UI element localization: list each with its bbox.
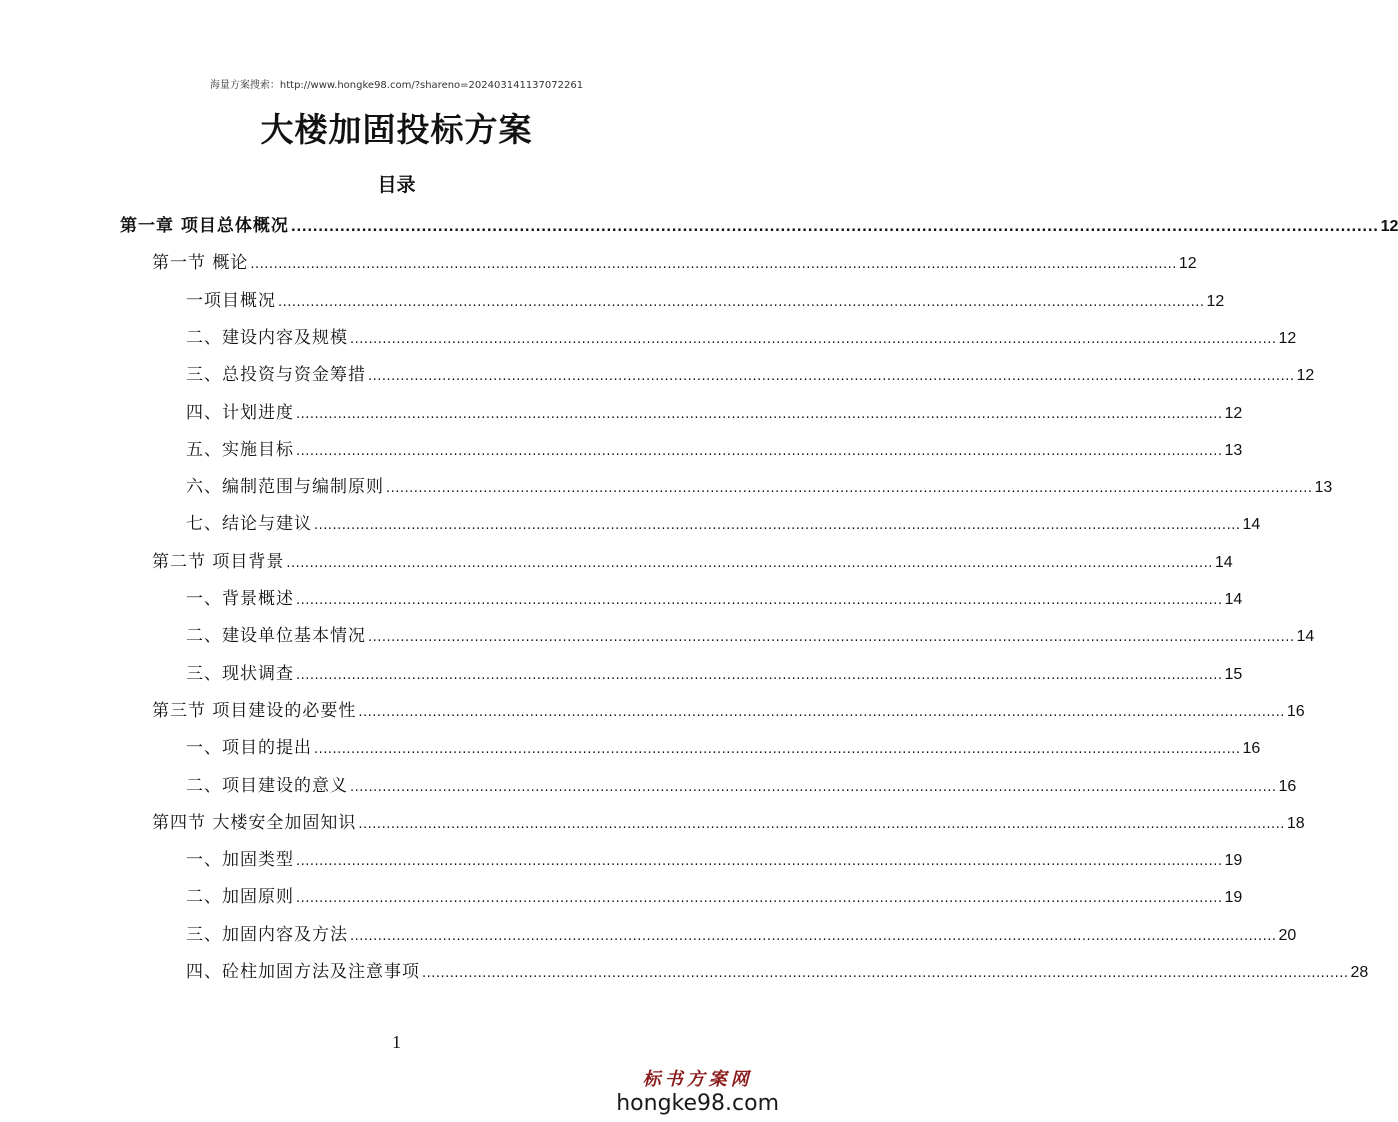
toc-entry[interactable] <box>186 621 1315 647</box>
toc-entry[interactable] <box>186 584 1243 610</box>
toc-entry-page: 12 <box>1296 367 1315 385</box>
toc-entry-page: 16 <box>1286 702 1305 720</box>
toc-entry-page: 28 <box>1350 964 1369 981</box>
toc-entry[interactable] <box>152 808 1305 834</box>
toc-entry[interactable] <box>152 248 1197 274</box>
toc-entry-label: 三、总投资与资金筹措 <box>186 365 366 386</box>
toc-entry-label: 第一章 项目总体概况 <box>120 216 289 236</box>
toc-leader-dots: ........................................................................................................................................................................................................ <box>350 928 1277 944</box>
toc-entry-page: 14 <box>1296 628 1315 646</box>
toc-entry-page: 20 <box>1278 926 1297 944</box>
toc-entry-label: 一、项目的提出 <box>186 738 312 759</box>
toc-leader-dots: ........................................................................................................................................................................................................ <box>314 518 1241 534</box>
toc-entry-label: 第四节 大楼安全加固知识 <box>152 812 357 833</box>
toc-entry-page: 14 <box>1224 591 1243 608</box>
toc-entry-label: 第三节 项目建设的必要性 <box>152 700 357 721</box>
site-watermark <box>616 1065 779 1116</box>
toc-entry[interactable] <box>152 696 1305 722</box>
toc-entry-page: 12 <box>1224 404 1243 422</box>
watermark-cn-text: 标书方案网 <box>642 1069 753 1090</box>
toc-entry[interactable] <box>186 957 1369 983</box>
toc-entry-label: 二、项目建设的意义 <box>186 775 348 796</box>
toc-entry-page: 14 <box>1242 516 1261 534</box>
toc-entry[interactable] <box>186 398 1243 424</box>
toc-entry-page: 13 <box>1314 479 1333 497</box>
toc-entry-label: 七、结论与建议 <box>186 514 312 535</box>
toc-leader-dots: ........................................................................................................................................................................................................ <box>368 369 1295 385</box>
toc-entry-page: 16 <box>1242 740 1261 758</box>
toc-entry-label: 二、建设单位基本情况 <box>186 626 366 647</box>
document-title: 大楼加固投标方案 <box>260 110 533 149</box>
toc-entry[interactable] <box>186 882 1243 908</box>
toc-leader-dots: ........................................................................................................................................................................................................ <box>296 443 1223 459</box>
toc-entry-label: 一、加固类型 <box>186 850 294 871</box>
toc-leader-dots: ........................................................................................................................................................................................................ <box>296 667 1223 683</box>
toc-entry-page: 19 <box>1224 852 1243 870</box>
watermark-en-text: hongke98.com <box>616 1091 779 1116</box>
toc-leader-dots: ........................................................................................................................................................................................................ <box>422 966 1349 981</box>
toc-entry[interactable] <box>186 659 1243 685</box>
toc-entry-label: 二、建设内容及规模 <box>186 327 348 348</box>
toc-entry-page: 16 <box>1278 777 1297 795</box>
toc-leader-dots: ........................................................................................................................................................................................................ <box>278 294 1205 310</box>
toc-entry[interactable] <box>186 733 1261 759</box>
toc-leader-dots: ........................................................................................................................................................................................................ <box>296 406 1223 422</box>
toc-entry-page: 13 <box>1224 441 1243 459</box>
toc-entry[interactable] <box>152 547 1233 573</box>
toc-leader-dots: ........................................................................................................................................................................................................ <box>386 481 1313 497</box>
toc-leader-dots: ........................................................................................................................................................................................................ <box>350 779 1277 795</box>
toc-entry-label: 五、实施目标 <box>186 439 294 460</box>
toc-entry[interactable] <box>186 845 1243 871</box>
toc-entry-label: 三、现状调查 <box>186 663 294 684</box>
toc-entry-page: 12 <box>1178 255 1197 273</box>
toc-entry-label: 第一节 概论 <box>152 253 249 274</box>
toc-entry[interactable] <box>186 286 1225 312</box>
toc-entry-page: 19 <box>1224 889 1243 907</box>
toc-entry-label: 四、计划进度 <box>186 402 294 423</box>
toc-entry[interactable] <box>186 323 1297 349</box>
toc-leader-dots: ........................................................................................................................................................................................................ <box>368 630 1295 646</box>
toc-leader-dots: ........................................................................................................................................................................................................ <box>286 555 1213 571</box>
toc-leader-dots: ........................................................................................................................................................................................................ <box>358 816 1285 832</box>
toc-entry-label: 三、加固内容及方法 <box>186 924 348 945</box>
toc-leader-dots: ........................................................................................................................................................................................................ <box>296 891 1223 907</box>
toc-entry-label: 二、加固原则 <box>186 887 294 908</box>
toc-entry-page: 14 <box>1214 553 1233 571</box>
toc-entry-label: 四、砼柱加固方法及注意事项 <box>186 962 420 982</box>
toc-leader-dots: ........................................................................................................................................................................................................ <box>250 257 1177 273</box>
toc-entry[interactable] <box>186 509 1261 535</box>
toc-entry-label: 一、背景概述 <box>186 589 294 609</box>
toc-entry-page: 15 <box>1224 665 1243 683</box>
toc-entry-page: 12 <box>1380 218 1398 235</box>
toc-entry-page: 18 <box>1286 814 1305 832</box>
toc-entry[interactable] <box>186 920 1297 946</box>
toc-heading: 目录 <box>377 174 416 196</box>
toc-entry[interactable] <box>186 435 1243 461</box>
toc-leader-dots: ........................................................................................................................................................................................................ <box>350 331 1277 347</box>
toc-leader-dots: ........................................................................................................................................................................................................ <box>290 220 1379 235</box>
toc-entry-page: 12 <box>1206 292 1225 310</box>
toc-leader-dots: ........................................................................................................................................................................................................ <box>314 742 1241 758</box>
toc-entry-label: 第二节 项目背景 <box>152 551 285 572</box>
toc-entry[interactable] <box>186 472 1333 498</box>
page-number: 1 <box>392 1032 401 1052</box>
page-header-url: 海量方案搜索：http://www.hongke98.com/?shareno=202403141137072261 <box>209 80 584 91</box>
toc-leader-dots: ........................................................................................................................................................................................................ <box>358 704 1285 720</box>
toc-entry-page: 12 <box>1278 329 1297 347</box>
toc-entry[interactable] <box>120 211 1398 237</box>
toc-entry[interactable] <box>186 771 1297 797</box>
toc-entry[interactable] <box>186 360 1315 386</box>
toc-leader-dots: ........................................................................................................................................................................................................ <box>296 593 1223 608</box>
toc-leader-dots: ........................................................................................................................................................................................................ <box>296 854 1223 870</box>
toc-entry-label: 六、编制范围与编制原则 <box>186 477 384 498</box>
toc-entry-label: 一项目概况 <box>186 290 276 311</box>
